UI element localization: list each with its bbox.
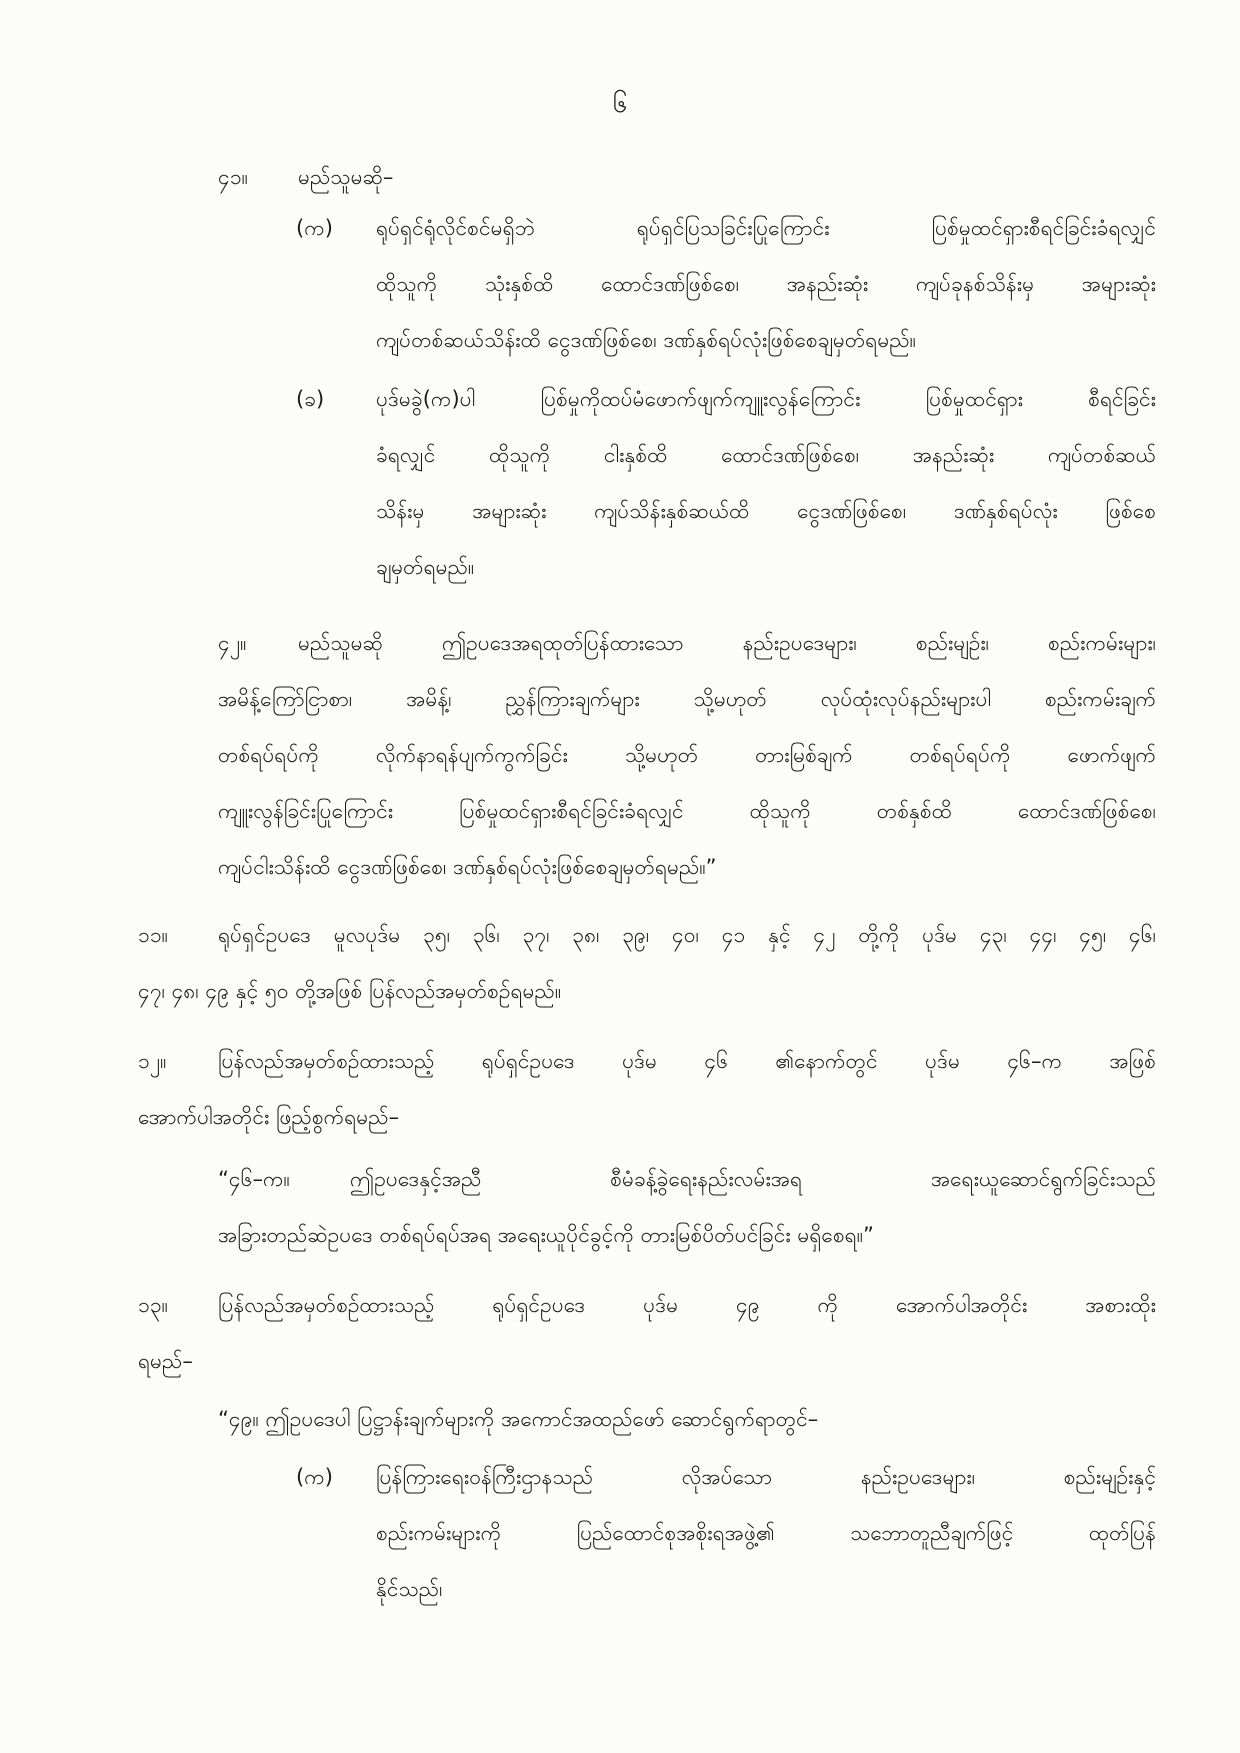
clause-a-line: ရုပ်ရှင်ရုံလိုင်စင်မရှိဘဲ ရုပ်ရှင်ပြသခြင်းပြုကြောင်း ပြစ်မှုထင်ရှားစီရင်ခြင်းခံရလျှင် <box>376 216 1156 240</box>
clause-b-line: ခံရလျှင် ထိုသူကို ငါးနှစ်ထိ ထောင်ဒဏ်ဖြစ်စေ၊ အနည်းဆုံး ကျပ်တစ်ဆယ် <box>376 443 1156 467</box>
section-42-line: မည်သူမဆို ဤဥပဒေအရထုတ်ပြန်ထားသော နည်းဥပဒေများ၊ စည်းမျဉ်း၊ စည်းကမ်းများ၊ <box>298 631 1156 655</box>
section-13-line: ပြန်လည်အမှတ်စဉ်ထားသည့် ရုပ်ရှင်ဥပဒေ ပုဒ်မ ၄၉ ကို အောက်ပါအတိုင်း အစားထိုး <box>218 1293 1156 1317</box>
section-11-line: ရုပ်ရှင်ဥပဒေ မူလပုဒ်မ ၃၅၊ ၃၆၊ ၃၇၊ ၃၈၊ ၃၉၊ ၄၀၊ ၄၁ နှင့် ၄၂ တို့ကို ပုဒ်မ ၄၃၊ ၄၄၊ ၄၅၊ ၄၆၊ <box>218 923 1156 947</box>
section-49-clause-a-label: (က) <box>296 1465 333 1489</box>
section-49-clause-a-line: ပြန်ကြားရေးဝန်ကြီးဌာနသည် လိုအပ်သော နည်းဥပဒေများ၊ စည်းမျဉ်းနှင့် <box>376 1465 1156 1489</box>
clause-b-line: ချမှတ်ရမည်။ <box>376 555 475 579</box>
clause-b-line: ပုဒ်မခွဲ(က)ပါ ပြစ်မှုကိုထပ်မံဖောက်ဖျက်ကျူးလွန်ကြောင်း ပြစ်မှုထင်ရှား စီရင်ခြင်း <box>376 387 1156 411</box>
page-number: ၆ <box>612 89 628 119</box>
section-46a-line: ဤဥပဒေနှင့်အညီ စီမံခန့်ခွဲရေးနည်းလမ်းအရ အရေးယူဆောင်ရွက်ခြင်းသည် <box>350 1167 1156 1191</box>
section-42-line: တစ်ရပ်ရပ်ကို လိုက်နာရန်ပျက်ကွက်ခြင်း သို့မဟုတ် တားမြစ်ချက် တစ်ရပ်ရပ်ကို ဖောက်ဖျက် <box>218 743 1156 767</box>
section-12-line: အောက်ပါအတိုင်း ဖြည့်စွက်ရမည်– <box>138 1105 400 1129</box>
clause-a-line: ကျပ်တစ်ဆယ်သိန်းထိ ငွေဒဏ်ဖြစ်စေ၊ ဒဏ်နှစ်ရပ်လုံးဖြစ်စေချမှတ်ရမည်။ <box>376 328 917 352</box>
section-49-clause-a-line: စည်းကမ်းများကို ပြည်ထောင်စုအစိုးရအဖွဲ့၏ သဘောတူညီချက်ဖြင့် ထုတ်ပြန် <box>376 1521 1156 1545</box>
clause-b-line: သိန်းမှ အများဆုံး ကျပ်သိန်းနှစ်ဆယ်ထိ ငွေဒဏ်ဖြစ်စေ၊ ဒဏ်နှစ်ရပ်လုံး ဖြစ်စေ <box>376 499 1156 523</box>
clause-b-label: (ခ) <box>296 387 325 411</box>
section-12-number: ၁၂။ <box>138 1049 167 1073</box>
section-41-number: ၄၁။ <box>218 165 248 189</box>
section-49-clause-a-line: နိုင်သည်၊ <box>376 1577 443 1601</box>
section-11-line: ၄၇၊ ၄၈၊ ၄၉ နှင့် ၅၀ တို့အဖြစ် ပြန်လည်အမှတ်စဉ်ရမည်။ <box>138 979 562 1003</box>
section-49-line: “၄၉။ ဤဥပဒေပါ ပြဋ္ဌာန်းချက်များကို အကောင်အထည်ဖော် ဆောင်ရွက်ရာတွင်– <box>218 1407 819 1431</box>
section-42-line: ကျူးလွန်ခြင်းပြုကြောင်း ပြစ်မှုထင်ရှားစီရင်ခြင်းခံရလျှင် ထိုသူကို တစ်နှစ်ထိ ထောင်ဒဏ်ဖြစ်စေ၊ <box>218 799 1156 823</box>
section-46a-number: “၄၆–က။ <box>218 1167 290 1191</box>
section-46a-line: အခြားတည်ဆဲဥပဒေ တစ်ရပ်ရပ်အရ အရေးယူပိုင်ခွင့်ကို တားမြစ်ပိတ်ပင်ခြင်း မရှိစေရ။” <box>218 1223 874 1247</box>
section-42-line: အမိန့်ကြော်ငြာစာ၊ အမိန့်၊ ညွှန်ကြားချက်များ သို့မဟုတ် လုပ်ထုံးလုပ်နည်းများပါ စည်းကမ်းချက် <box>218 687 1156 711</box>
section-41-heading: မည်သူမဆို– <box>298 165 394 189</box>
section-13-number: ၁၃။ <box>138 1293 168 1317</box>
section-13-line: ရမည်– <box>138 1349 193 1373</box>
section-11-number: ၁၁။ <box>138 923 168 947</box>
section-42-number: ၄၂။ <box>218 631 247 655</box>
clause-a-line: ထိုသူကို သုံးနှစ်ထိ ထောင်ဒဏ်ဖြစ်စေ၊ အနည်းဆုံး ကျပ်ခုနစ်သိန်းမှ အများဆုံး <box>376 272 1156 296</box>
section-12-line: ပြန်လည်အမှတ်စဉ်ထားသည့် ရုပ်ရှင်ဥပဒေ ပုဒ်မ ၄၆ ၏နောက်တွင် ပုဒ်မ ၄၆–က အဖြစ် <box>218 1049 1156 1073</box>
clause-a-label: (က) <box>296 216 333 240</box>
section-42-line: ကျပ်ငါးသိန်းထိ ငွေဒဏ်ဖြစ်စေ၊ ဒဏ်နှစ်ရပ်လုံးဖြစ်စေချမှတ်ရမည်။” <box>218 855 717 879</box>
